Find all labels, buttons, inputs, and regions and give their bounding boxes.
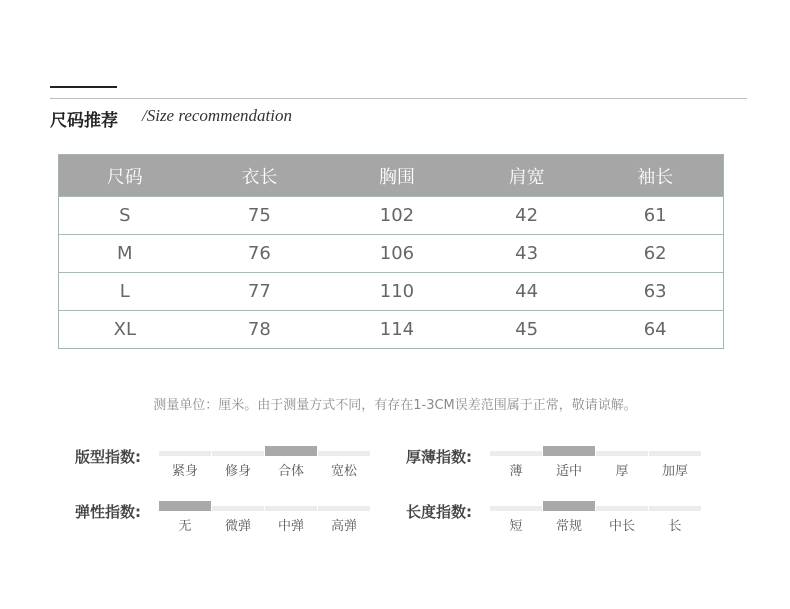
cell-shoulder: 43 bbox=[466, 235, 588, 273]
cell-size: S bbox=[59, 197, 191, 235]
cell-length: 76 bbox=[191, 235, 329, 273]
scale-option-label: 高弹 bbox=[330, 519, 357, 534]
scale-option bbox=[318, 501, 370, 534]
table-row bbox=[59, 197, 724, 235]
scale-bar bbox=[212, 506, 264, 511]
cell-chest: 102 bbox=[328, 197, 466, 235]
scale-option-label: 无 bbox=[178, 519, 192, 534]
cell-length: 77 bbox=[191, 273, 329, 311]
scale-option bbox=[490, 446, 542, 479]
scale-option-label: 中弹 bbox=[277, 519, 304, 534]
scale-bar bbox=[318, 506, 370, 511]
header-shoulder: 肩宽 bbox=[466, 155, 588, 197]
cell-sleeve: 61 bbox=[587, 197, 723, 235]
size-table bbox=[58, 154, 724, 349]
scale-bar-selected bbox=[265, 446, 317, 456]
scale-option-label: 适中 bbox=[555, 464, 582, 479]
table-header-row bbox=[59, 155, 724, 197]
scale-bar-selected bbox=[159, 501, 211, 511]
scale-option bbox=[159, 501, 211, 534]
scale-option-label: 短 bbox=[509, 519, 523, 534]
section-title: 尺码推荐 bbox=[50, 111, 118, 131]
elasticity-index-scale bbox=[159, 501, 370, 534]
cell-sleeve: 64 bbox=[587, 311, 723, 349]
scale-bar bbox=[212, 451, 264, 456]
scale-bar bbox=[596, 451, 648, 456]
header-length: 衣长 bbox=[191, 155, 329, 197]
table-row bbox=[59, 311, 724, 349]
header-chest: 胸围 bbox=[328, 155, 466, 197]
table-row bbox=[59, 235, 724, 273]
scale-bar-selected bbox=[543, 501, 595, 511]
cell-chest: 106 bbox=[328, 235, 466, 273]
scale-option bbox=[596, 501, 648, 534]
scale-option bbox=[265, 446, 317, 479]
scale-bar bbox=[159, 451, 211, 456]
scale-option bbox=[649, 446, 701, 479]
fit-index-scale bbox=[159, 446, 370, 479]
scale-option bbox=[212, 501, 264, 534]
cell-shoulder: 44 bbox=[466, 273, 588, 311]
scale-bar bbox=[265, 506, 317, 511]
scale-option bbox=[159, 446, 211, 479]
scale-option-label: 微弹 bbox=[224, 519, 251, 534]
measurement-note: 测量单位：厘米。由于测量方式不同，有存在1-3CM误差范围属于正常，敬请谅解。 bbox=[153, 398, 637, 413]
cell-length: 75 bbox=[191, 197, 329, 235]
scale-bar bbox=[490, 451, 542, 456]
scale-option-label: 薄 bbox=[509, 464, 523, 479]
fit-index-label: 版型指数: bbox=[75, 448, 141, 466]
scale-option-label: 常规 bbox=[555, 519, 582, 534]
elasticity-index-label: 弹性指数: bbox=[75, 503, 141, 521]
scale-option-label: 紧身 bbox=[171, 464, 198, 479]
scale-option bbox=[649, 501, 701, 534]
scale-option-label: 中长 bbox=[608, 519, 635, 534]
scale-option-label: 合体 bbox=[277, 464, 304, 479]
title-accent-line bbox=[50, 86, 117, 88]
scale-option bbox=[212, 446, 264, 479]
cell-sleeve: 62 bbox=[587, 235, 723, 273]
scale-bar bbox=[649, 451, 701, 456]
thickness-index-scale bbox=[490, 446, 701, 479]
table-row bbox=[59, 273, 724, 311]
section-subtitle: /Size recommendation bbox=[142, 106, 292, 125]
length-index-scale bbox=[490, 501, 701, 534]
cell-shoulder: 45 bbox=[466, 311, 588, 349]
scale-option-label: 长 bbox=[668, 519, 682, 534]
scale-option-label: 加厚 bbox=[661, 464, 688, 479]
scale-option-label: 修身 bbox=[224, 464, 251, 479]
cell-shoulder: 42 bbox=[466, 197, 588, 235]
header-sleeve: 袖长 bbox=[587, 155, 723, 197]
length-index-label: 长度指数: bbox=[406, 503, 472, 521]
thickness-index-label: 厚薄指数: bbox=[406, 448, 472, 466]
scale-option bbox=[543, 501, 595, 534]
scale-option bbox=[596, 446, 648, 479]
cell-size: L bbox=[59, 273, 191, 311]
title-divider bbox=[50, 98, 747, 99]
scale-bar bbox=[649, 506, 701, 511]
scale-option bbox=[265, 501, 317, 534]
cell-length: 78 bbox=[191, 311, 329, 349]
cell-size: XL bbox=[59, 311, 191, 349]
scale-option-label: 宽松 bbox=[330, 464, 357, 479]
cell-sleeve: 63 bbox=[587, 273, 723, 311]
scale-bar bbox=[318, 451, 370, 456]
header-size: 尺码 bbox=[59, 155, 191, 197]
cell-chest: 114 bbox=[328, 311, 466, 349]
scale-option-label: 厚 bbox=[615, 464, 629, 479]
scale-bar bbox=[490, 506, 542, 511]
cell-chest: 110 bbox=[328, 273, 466, 311]
scale-bar bbox=[596, 506, 648, 511]
scale-option bbox=[490, 501, 542, 534]
scale-option bbox=[543, 446, 595, 479]
scale-option bbox=[318, 446, 370, 479]
cell-size: M bbox=[59, 235, 191, 273]
scale-bar-selected bbox=[543, 446, 595, 456]
